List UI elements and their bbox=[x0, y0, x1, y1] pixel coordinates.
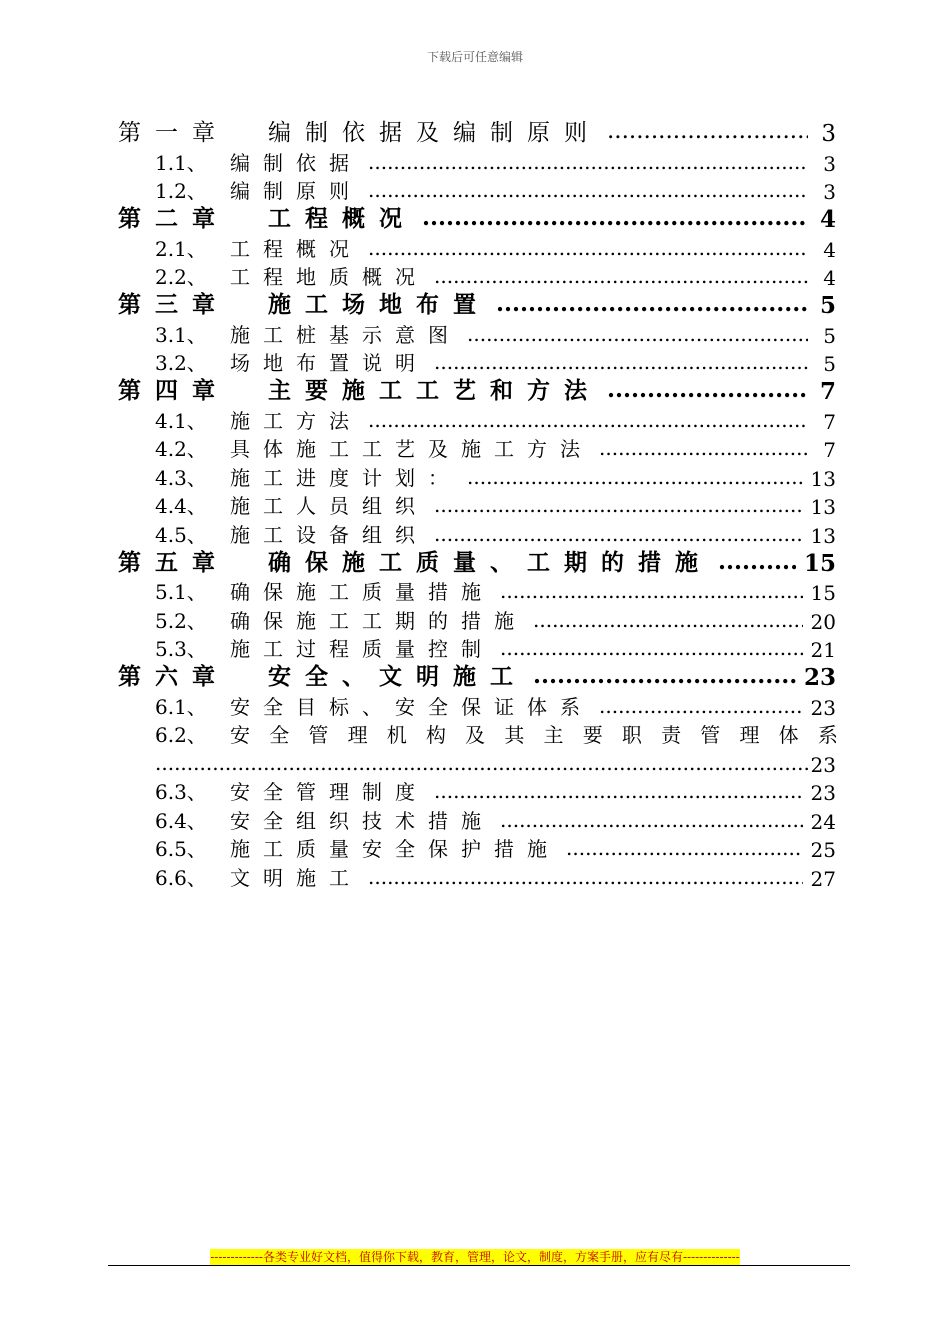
toc-entry-page: 5 bbox=[823, 352, 836, 376]
toc-entry-title: 工程概况 bbox=[230, 236, 362, 261]
toc-entry-number: 4.5、 bbox=[155, 522, 207, 547]
toc-entry-page: 7 bbox=[819, 378, 836, 405]
toc-entry-page: 3 bbox=[823, 180, 836, 204]
toc-entry-number: 第一章 bbox=[118, 120, 229, 146]
toc-entry-title: 施工桩基示意图 bbox=[230, 322, 461, 347]
toc-entry-title: 施工场地布置 bbox=[268, 291, 490, 318]
toc-entry-title: 安全目标、安全保证体系 bbox=[230, 694, 593, 719]
dot-leader bbox=[467, 467, 803, 487]
table-of-contents bbox=[118, 118, 838, 891]
toc-entry-number: 5.2、 bbox=[155, 608, 207, 633]
toc-chapter[interactable] bbox=[118, 204, 838, 233]
toc-entry-page: 15 bbox=[810, 581, 836, 605]
toc-entry-page: 23 bbox=[810, 752, 836, 777]
dot-leader bbox=[607, 378, 808, 401]
toc-entry-title: 施工人员组织 bbox=[230, 494, 428, 518]
toc-entry-title: 场地布置说明 bbox=[230, 351, 428, 375]
dot-leader bbox=[368, 867, 803, 887]
dot-leader bbox=[566, 838, 803, 858]
toc-entry-title: 施工设备组织 bbox=[230, 522, 428, 547]
dot-leader bbox=[368, 410, 808, 430]
dot-leader bbox=[434, 781, 803, 801]
toc-entry-page: 15 bbox=[803, 549, 836, 577]
footer-text: -------------各类专业好文档，值得你下载，教育，管理，论文，制度，方案手册，应有尽有-------------- bbox=[210, 1250, 740, 1264]
dot-leader bbox=[467, 324, 808, 344]
toc-entry-number: 第六章 bbox=[118, 663, 229, 690]
dot-leader bbox=[434, 495, 803, 515]
toc-entry-continuation bbox=[118, 748, 838, 777]
toc-entry-page: 25 bbox=[810, 838, 836, 862]
dot-leader bbox=[500, 638, 803, 658]
toc-entry-title: 文明施工 bbox=[230, 865, 362, 890]
toc-entry-page: 13 bbox=[810, 495, 836, 519]
toc-entry-number: 4.4、 bbox=[155, 494, 207, 518]
dot-leader bbox=[422, 206, 808, 229]
toc-entry-number: 第五章 bbox=[118, 548, 229, 576]
toc-chapter[interactable] bbox=[118, 376, 838, 405]
page-header: 下载后可任意编辑 bbox=[426, 50, 523, 64]
toc-entry-number: 3.2、 bbox=[155, 351, 207, 375]
toc-entry-title: 确保施工质量措施 bbox=[230, 580, 494, 604]
toc-entry-page: 23 bbox=[803, 664, 836, 691]
toc-entry-number: 2.2、 bbox=[155, 265, 207, 289]
toc-entry-title: 编制原则 bbox=[230, 179, 362, 203]
dot-leader bbox=[500, 810, 803, 830]
toc-entry-page: 5 bbox=[823, 323, 836, 348]
toc-entry[interactable] bbox=[118, 691, 838, 720]
dot-leader bbox=[434, 266, 808, 286]
toc-entry-page: 27 bbox=[810, 866, 836, 891]
toc-entry[interactable] bbox=[118, 491, 838, 520]
toc-entry-number: 6.6、 bbox=[155, 865, 207, 890]
toc-entry[interactable] bbox=[118, 319, 838, 348]
toc-entry-number: 6.4、 bbox=[155, 808, 207, 833]
toc-entry-number: 6.1、 bbox=[155, 694, 207, 719]
toc-chapter[interactable] bbox=[118, 548, 838, 577]
toc-entry-page: 24 bbox=[810, 809, 836, 834]
toc-entry-title: 施工方法 bbox=[230, 408, 362, 433]
toc-entry-number: 第三章 bbox=[118, 291, 229, 318]
toc-entry[interactable] bbox=[118, 777, 838, 806]
toc-entry-title: 施工过程质量控制 bbox=[230, 637, 494, 661]
toc-entry-number: 1.1、 bbox=[155, 150, 207, 175]
toc-entry[interactable] bbox=[118, 405, 838, 434]
toc-entry[interactable] bbox=[118, 462, 838, 491]
toc-entry-page: 21 bbox=[810, 638, 836, 662]
toc-entry-number: 第二章 bbox=[118, 205, 229, 232]
toc-entry-number: 6.2、 bbox=[155, 723, 207, 747]
toc-entry-title: 编制依据及编制原则 bbox=[268, 120, 601, 146]
toc-entry-page: 13 bbox=[810, 523, 836, 548]
toc-entry[interactable] bbox=[118, 834, 838, 863]
page-footer bbox=[0, 1246, 950, 1265]
toc-entry[interactable] bbox=[118, 577, 838, 606]
toc-entry-page: 23 bbox=[810, 781, 836, 805]
toc-entry[interactable] bbox=[118, 233, 838, 262]
dot-leader bbox=[434, 524, 803, 544]
dot-leader bbox=[533, 610, 803, 630]
toc-entry-title: 施工进度计划： bbox=[230, 465, 461, 490]
toc-entry-title: 确保施工工期的措施 bbox=[230, 608, 527, 633]
toc-entry-page: 7 bbox=[823, 438, 836, 462]
toc-entry[interactable] bbox=[118, 434, 838, 463]
dot-leader bbox=[500, 581, 803, 601]
dot-leader bbox=[599, 438, 808, 458]
toc-entry-number: 5.1、 bbox=[155, 580, 207, 604]
toc-entry-page: 20 bbox=[810, 609, 836, 634]
toc-entry-page: 13 bbox=[810, 466, 836, 491]
toc-entry-number: 6.3、 bbox=[155, 780, 207, 804]
toc-entry[interactable] bbox=[118, 605, 838, 634]
toc-entry-number: 4.3、 bbox=[155, 465, 207, 490]
footer-rule bbox=[108, 1265, 850, 1266]
toc-entry-title: 具体施工工艺及施工方法 bbox=[230, 437, 593, 461]
toc-entry-number: 5.3、 bbox=[155, 637, 207, 661]
dot-leader bbox=[718, 550, 796, 573]
dot-leader bbox=[368, 180, 808, 200]
toc-entry[interactable] bbox=[118, 862, 838, 891]
toc-entry-page: 5 bbox=[819, 292, 836, 319]
toc-entry-title: 确保施工质量、工期的措施 bbox=[268, 548, 712, 576]
toc-entry-number: 1.2、 bbox=[155, 179, 207, 203]
toc-entry-page: 3 bbox=[821, 121, 836, 147]
toc-entry-title: 安 全 管 理 机 构 及 其 主 要 职 责 管 理 体 系 bbox=[230, 723, 838, 747]
dot-leader bbox=[368, 152, 808, 172]
toc-entry-page: 4 bbox=[819, 206, 836, 233]
toc-entry-number: 2.1、 bbox=[155, 236, 207, 261]
toc-entry-title: 安全组织技术措施 bbox=[230, 808, 494, 833]
toc-entry-title: 安全、文明施工 bbox=[268, 663, 527, 690]
toc-entry-number: 4.1、 bbox=[155, 408, 207, 433]
toc-entry-title: 工程地质概况 bbox=[230, 265, 428, 289]
toc-entry-title: 工程概况 bbox=[268, 205, 416, 232]
toc-entry-title: 编制依据 bbox=[230, 150, 362, 175]
toc-entry[interactable] bbox=[118, 720, 838, 749]
toc-entry-title: 安全管理制度 bbox=[230, 780, 428, 804]
toc-entry[interactable] bbox=[118, 147, 838, 176]
toc-entry-title: 主要施工工艺和方法 bbox=[268, 377, 601, 404]
toc-entry-page: 23 bbox=[810, 695, 836, 720]
dot-leader bbox=[607, 120, 808, 143]
toc-entry[interactable] bbox=[118, 805, 838, 834]
dot-leader bbox=[496, 292, 808, 315]
toc-entry-page: 4 bbox=[823, 266, 836, 290]
toc-entry-number: 第四章 bbox=[118, 377, 229, 404]
toc-entry-page: 7 bbox=[823, 409, 836, 434]
toc-entry-title: 施工质量安全保护措施 bbox=[230, 837, 560, 861]
toc-entry-number: 4.2、 bbox=[155, 437, 207, 461]
dot-leader bbox=[599, 696, 803, 716]
toc-chapter[interactable] bbox=[118, 118, 838, 147]
toc-chapter[interactable] bbox=[118, 662, 838, 691]
toc-entry-page: 3 bbox=[823, 151, 836, 176]
dot-leader bbox=[533, 664, 796, 687]
toc-entry-number: 6.5、 bbox=[155, 837, 207, 861]
toc-entry-number: 3.1、 bbox=[155, 322, 207, 347]
dot-leader bbox=[155, 753, 811, 773]
dot-leader bbox=[434, 352, 808, 372]
dot-leader bbox=[368, 238, 808, 258]
toc-entry-page: 4 bbox=[823, 237, 836, 262]
toc-chapter[interactable] bbox=[118, 290, 838, 319]
